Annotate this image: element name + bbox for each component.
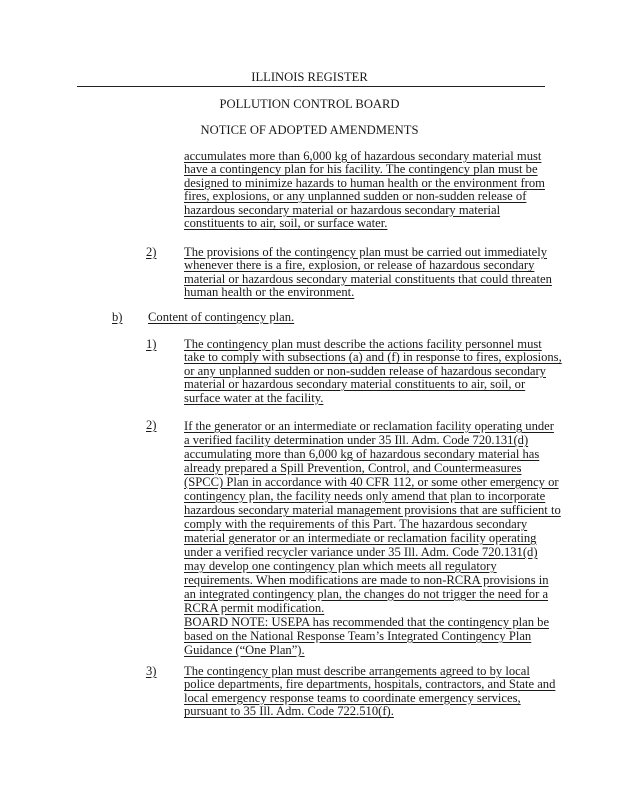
text-line: police departments, fire departments, hospitals, contractors, and State and <box>184 677 556 692</box>
notice-title: NOTICE OF ADOPTED AMENDMENTS <box>200 123 419 137</box>
text-line: fires, explosions, or any unplanned sudden or non-sudden release of <box>184 189 527 204</box>
text-line: under a verified recycler variance under 35 Ill. Adm. Code 720.131(d) <box>184 545 538 559</box>
item-number: 2) <box>146 245 157 259</box>
header-rule <box>77 86 545 87</box>
text-line: hazardous secondary material management provisions that are sufficient to <box>184 503 561 517</box>
section-title-text: Content of contingency plan. <box>148 310 295 324</box>
text-line: If the generator or an intermediate or reclamation facility operating under <box>184 419 554 433</box>
item-a2-text <box>184 246 552 300</box>
text-line: surface water at the facility. <box>184 390 324 405</box>
item-number: 1) <box>146 337 157 351</box>
item-b1-text <box>184 338 562 405</box>
text-line: accumulating more than 6,000 kg of hazardous secondary material has <box>184 447 540 461</box>
section-number: b) <box>112 310 123 324</box>
text-line: material generator or an intermediate or reclamation facility operating <box>184 531 537 545</box>
text-line: have a contingency plan for his facility. The contingency plan must be <box>184 162 538 177</box>
text-line: may develop one contingency plan which meets all regulatory <box>184 559 497 573</box>
text-line: designed to minimize hazards to human health or the environment from <box>184 175 545 190</box>
text-line: take to comply with subsections (a) and (f) in response to fires, explosions, <box>184 350 562 365</box>
text-line: material or hazardous secondary material constituents that could threaten <box>184 271 552 286</box>
text-line: an integrated contingency plan, the changes do not trigger the need for a <box>184 587 549 601</box>
text-line: based on the National Response Team’s Integrated Contingency Plan <box>184 629 532 643</box>
text-line: The contingency plan must describe the actions facility personnel must <box>184 337 542 351</box>
text-line: contingency plan, the facility needs only amend that plan to incorporate <box>184 489 546 503</box>
text-line: requirements. When modifications are made to non-RCRA provisions in <box>184 573 549 587</box>
section-title <box>148 311 294 324</box>
item-number: 3) <box>146 664 157 678</box>
text-line: BOARD NOTE: USEPA has recommended that the contingency plan be <box>184 615 550 629</box>
text-line: accumulates more than 6,000 kg of hazardous secondary material must <box>184 149 542 163</box>
text-line: RCRA permit modification. <box>184 601 325 615</box>
item-number: 2) <box>146 418 157 432</box>
item-b2-text <box>184 419 561 657</box>
text-line: material or hazardous secondary material constituents to air, soil, or <box>184 377 526 392</box>
text-line: (SPCC) Plan in accordance with 40 CFR 112, or some other emergency or <box>184 475 559 489</box>
text-line: The contingency plan must describe arrangements agreed to by local <box>184 664 530 678</box>
text-line: comply with the requirements of this Part. The hazardous secondary <box>184 517 528 531</box>
text-line: constituents to air, soil, or surface water. <box>184 216 388 231</box>
continuation-paragraph <box>184 150 545 230</box>
register-title: ILLINOIS REGISTER <box>251 70 368 84</box>
text-line: human health or the environment. <box>184 285 355 300</box>
text-line: already prepared a Spill Prevention, Control, and Countermeasures <box>184 461 522 475</box>
board-title: POLLUTION CONTROL BOARD <box>219 97 400 111</box>
text-line: whenever there is a fire, explosion, or release of hazardous secondary <box>184 258 535 273</box>
text-line: Guidance (“One Plan”). <box>184 643 305 657</box>
text-line: or any unplanned sudden or non-sudden release of hazardous secondary <box>184 363 546 378</box>
text-line: a verified facility determination under 35 Ill. Adm. Code 720.131(d) <box>184 433 529 447</box>
item-b3-text <box>184 665 555 719</box>
text-line: The provisions of the contingency plan must be carried out immediately <box>184 245 548 259</box>
text-line: local emergency response teams to coordinate emergency services, <box>184 690 521 705</box>
text-line: pursuant to 35 Ill. Adm. Code 722.510(f). <box>184 704 394 719</box>
text-line: hazardous secondary material or hazardous secondary material <box>184 202 501 217</box>
